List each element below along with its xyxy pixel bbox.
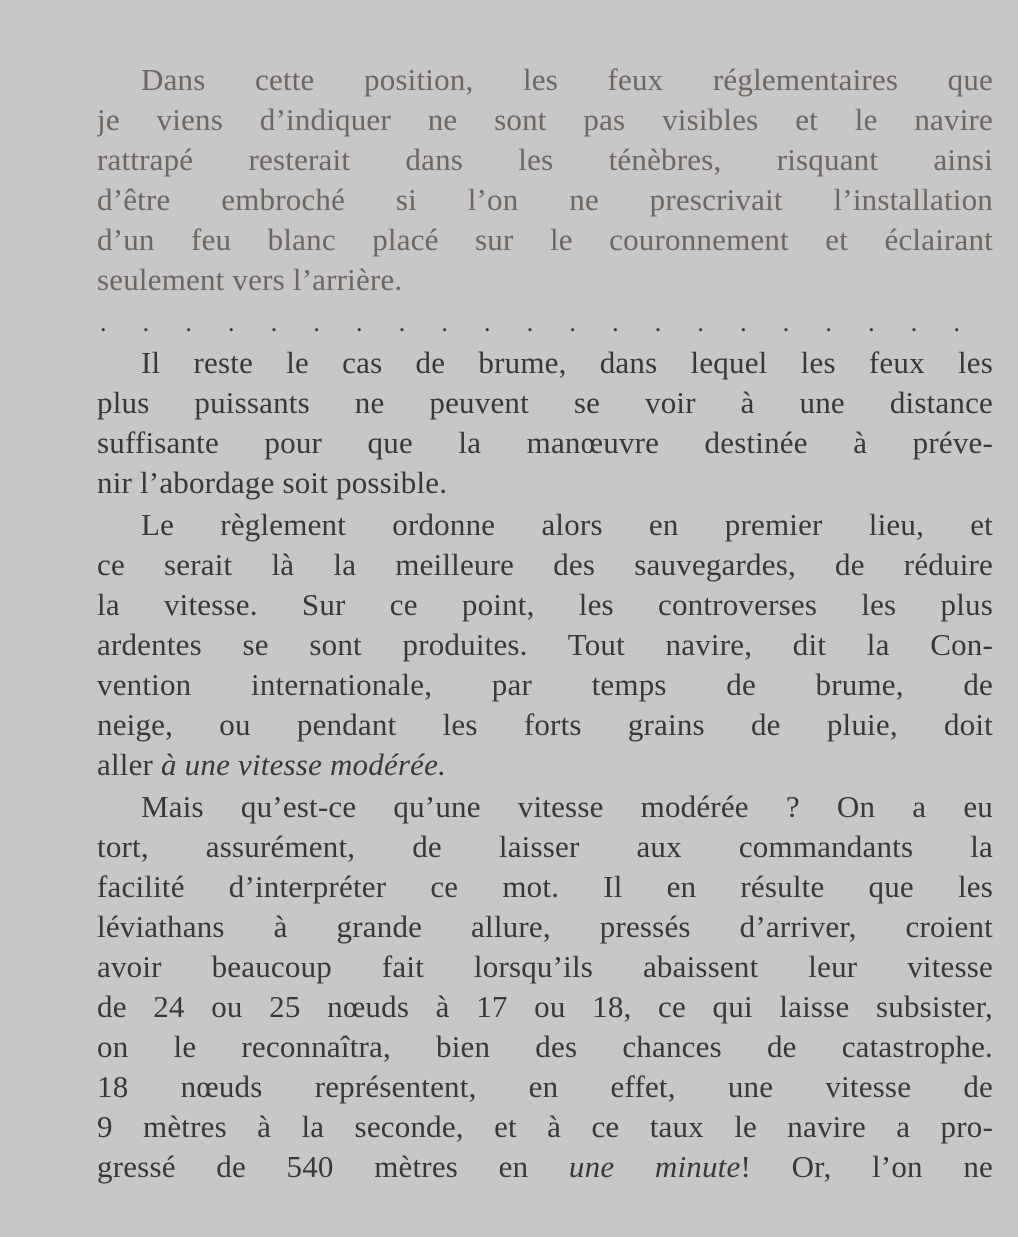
line-text: gressé de 540 mètres en <box>97 1149 569 1184</box>
separator-dot: . <box>228 308 235 337</box>
paragraph-2-line-2: plus puissants ne peuvent se voir à une distance <box>97 385 993 420</box>
separator-dot: . <box>185 308 192 337</box>
paragraph-4-line-8: 18 nœuds représentent, en effet, une vitesse de <box>97 1069 993 1104</box>
separator-dot: . <box>782 308 790 337</box>
ellipsis-separator <box>100 308 960 338</box>
italic-emphasis: à une vitesse modérée. <box>161 747 447 782</box>
separator-dot: . <box>612 308 619 337</box>
paragraph-2-line-4: nir l’abordage soit possible. <box>97 465 448 500</box>
paragraph-3-line-6: neige, ou pendant les forts grains de pluie, doit <box>97 707 993 742</box>
separator-dot: . <box>569 308 576 337</box>
paragraph-4-line-7: on le reconnaîtra, bien des chances de catastrophe. <box>97 1029 993 1064</box>
separator-dot: . <box>654 308 662 337</box>
paragraph-1-line-1: Dans cette position, les feux réglementaires que <box>141 62 993 97</box>
paragraph-1-line-4: d’être embroché si l’on ne prescrivait l’installation <box>97 182 993 217</box>
paragraph-1-line-2: je viens d’indiquer ne sont pas visibles et le navire <box>97 102 993 137</box>
separator-dot: . <box>398 308 406 337</box>
paragraph-3-line-7 <box>97 745 993 785</box>
paragraph-4-line-6: de 24 ou 25 nœuds à 17 ou 18, ce qui laisse subsister, <box>97 989 993 1024</box>
line-text: aller <box>97 747 162 782</box>
paragraph-3-line-1: Le règlement ordonne alors en premier lieu, et <box>141 507 993 542</box>
separator-dot: . <box>868 308 875 337</box>
paragraph-3-line-3: la vitesse. Sur ce point, les controverses les plus <box>97 587 993 622</box>
paragraph-4-line-5: avoir beaucoup fait lorsqu’ils abaissent leur vitesse <box>97 949 993 984</box>
paragraph-1-line-5: d’un feu blanc placé sur le couronnement et éclairant <box>97 222 993 257</box>
paragraph-3-line-4: ardentes se sont produites. Tout navire, dit la Con- <box>97 627 993 662</box>
separator-dot: . <box>270 308 278 337</box>
separator-dot: . <box>825 308 832 337</box>
paragraph-3-line-5: vention internationale, par temps de brume, de <box>97 667 993 702</box>
separator-dot: . <box>142 308 150 337</box>
paragraph-4-line-10 <box>97 1147 993 1187</box>
separator-dot: . <box>740 308 747 337</box>
separator-dot: . <box>356 308 363 337</box>
paragraph-2-line-1: Il reste le cas de brume, dans lequel les feux les <box>141 345 993 380</box>
separator-dot: . <box>953 308 960 337</box>
separator-dot: . <box>910 308 918 337</box>
separator-dot: . <box>526 308 534 337</box>
paragraph-4-line-9: 9 mètres à la seconde, et à ce taux le navire a pro- <box>97 1109 993 1144</box>
paragraph-4-line-4: léviathans à grande allure, pressés d’arriver, croient <box>97 909 993 944</box>
paragraph-4-line-3: facilité d’interpréter ce mot. Il en résulte que les <box>97 869 993 904</box>
paragraph-1-line-3: rattrapé resterait dans les ténèbres, risquant ainsi <box>97 142 993 177</box>
paragraph-4-line-1: Mais qu’est-ce qu’une vitesse modérée ? On a eu <box>141 789 993 824</box>
paragraph-2-line-3: suffisante pour que la manœuvre destinée à préve- <box>97 425 993 460</box>
separator-dot: . <box>484 308 491 337</box>
separator-dot: . <box>697 308 704 337</box>
line-text: ! Or, l’on ne <box>740 1149 993 1184</box>
italic-emphasis: une minute <box>568 1149 741 1184</box>
paragraph-1-line-6: seulement vers l’arrière. <box>97 262 403 297</box>
separator-dot: . <box>100 308 107 337</box>
separator-dot: . <box>313 308 320 337</box>
separator-dot: . <box>441 308 448 337</box>
paragraph-3-line-2: ce serait là la meilleure des sauvegardes, de réduire <box>97 547 993 582</box>
paragraph-4-line-2: tort, assurément, de laisser aux commandants la <box>97 829 993 864</box>
